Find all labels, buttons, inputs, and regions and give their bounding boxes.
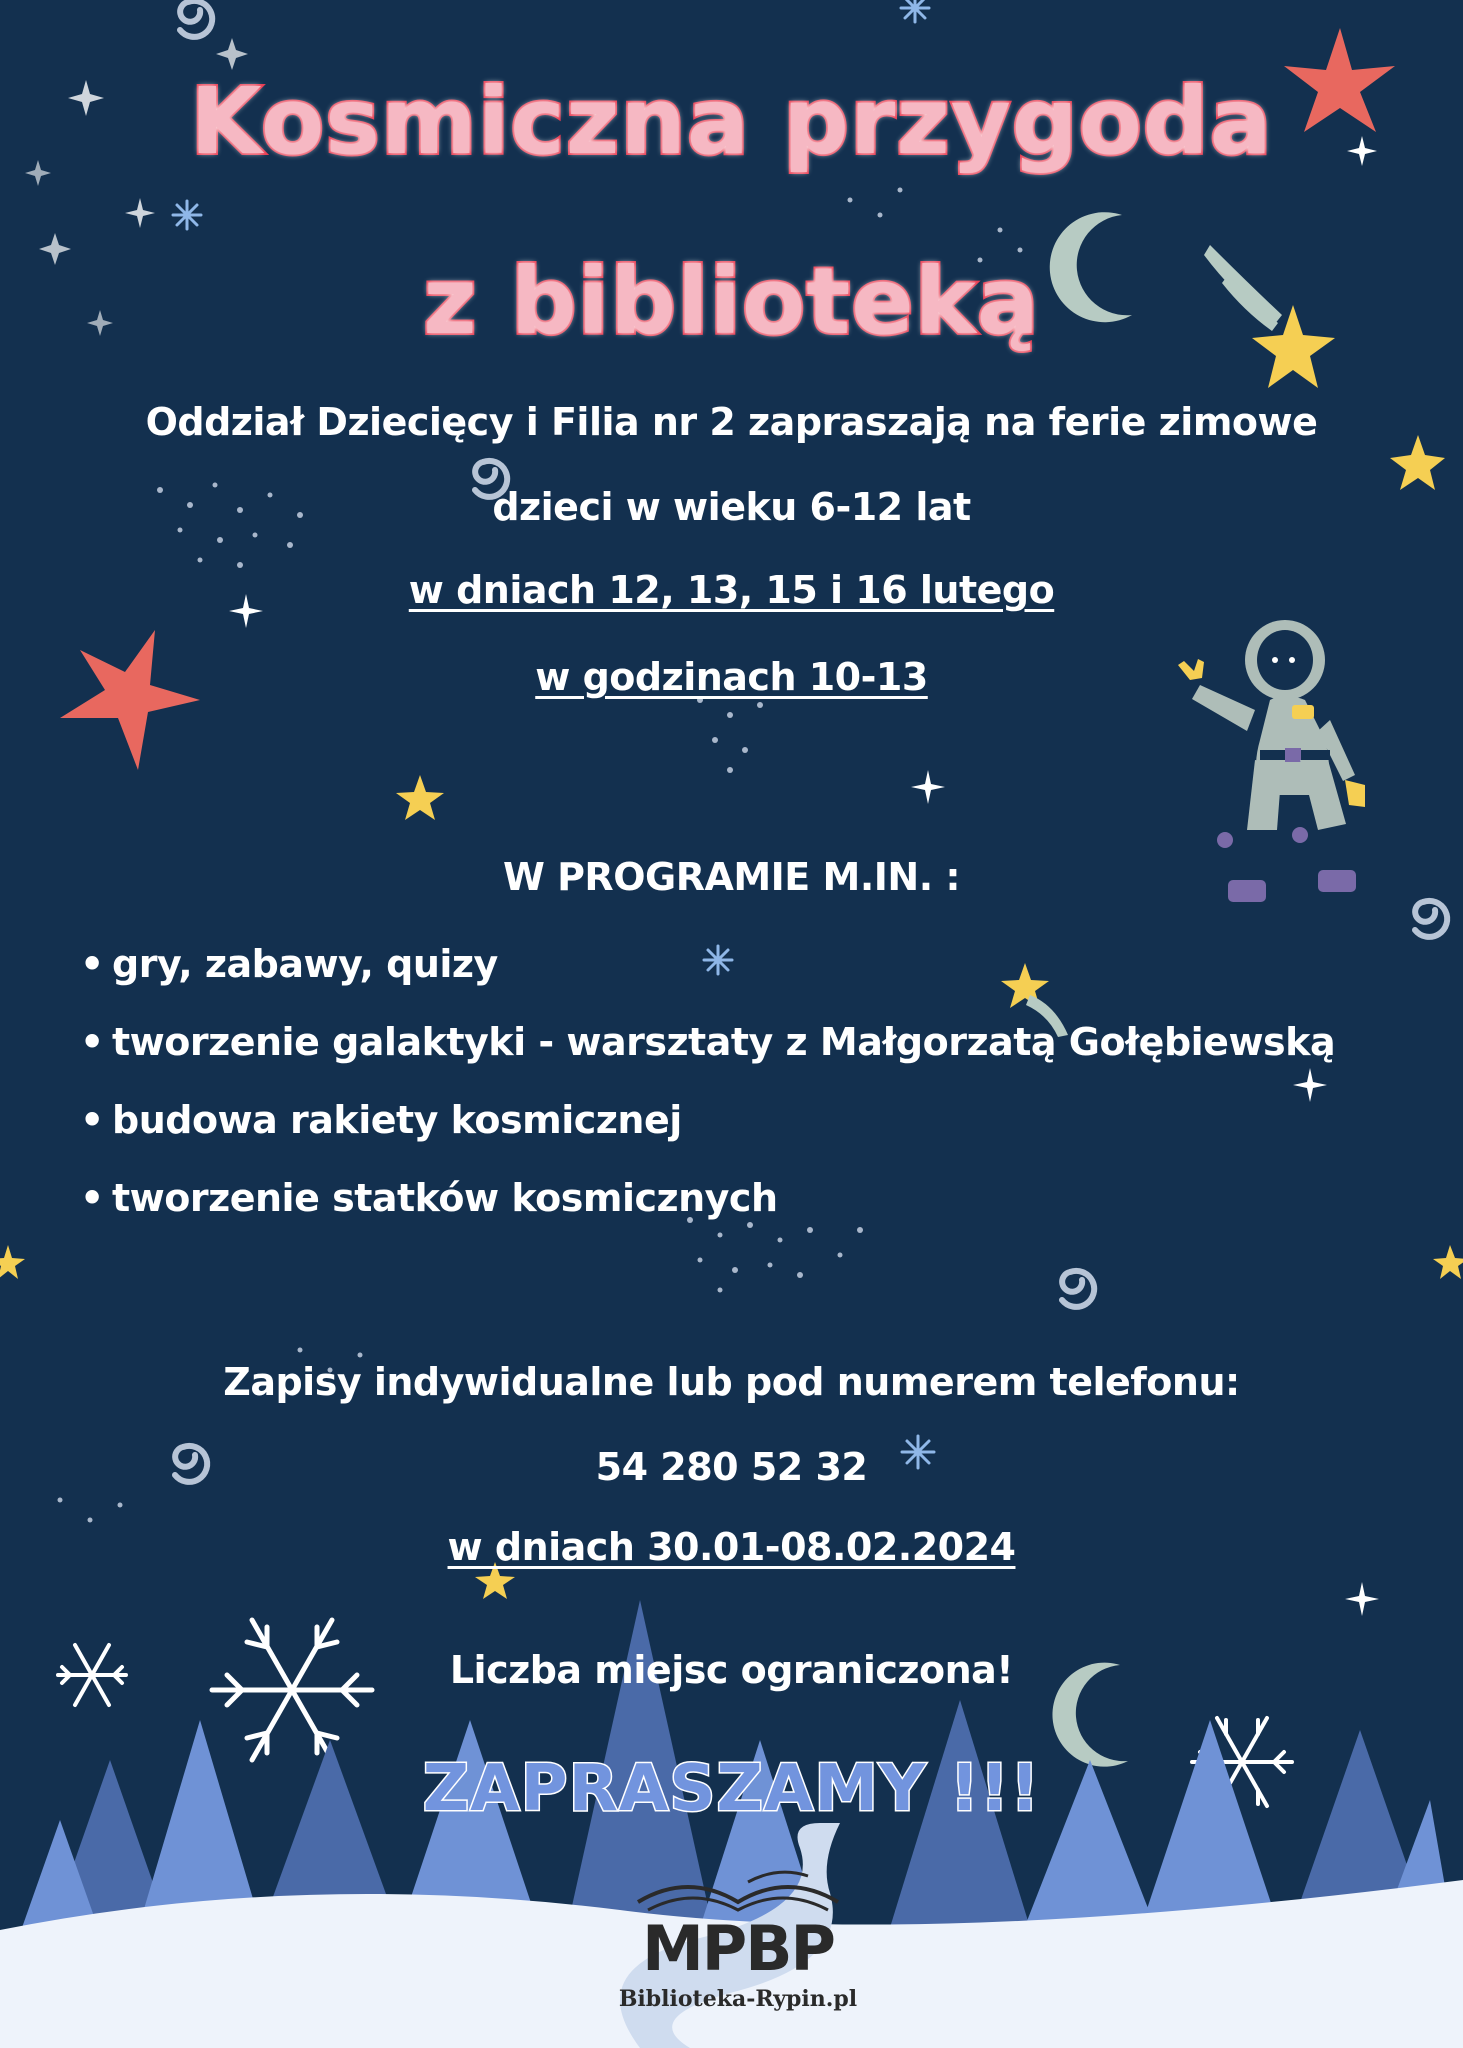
logo-wordmark: MPBP	[642, 1912, 834, 1985]
title-line-1: Kosmiczna przygoda	[190, 68, 1273, 175]
intro-line-2: dzieci w wieku 6-12 lat	[492, 485, 971, 529]
registration-phone: 54 280 52 32	[595, 1445, 868, 1489]
title-line-2: z biblioteką	[423, 248, 1040, 355]
intro-hours-wrapper	[0, 655, 1463, 699]
coral-star-icon	[60, 630, 200, 770]
registration-dates: w dniach 30.01-08.02.2024	[447, 1525, 1016, 1569]
program-item: • tworzenie galaktyki - warsztaty z Małgorzatą Gołębiewską	[80, 1018, 1335, 1096]
seat-limit-note: Liczba miejsc ograniczona!	[449, 1648, 1014, 1692]
program-item: • gry, zabawy, quizy	[80, 940, 1335, 1018]
library-logo	[608, 1862, 868, 2032]
yellow-star-icon	[0, 1245, 25, 1279]
yellow-star-icon	[1433, 1245, 1463, 1279]
registration-dates-wrapper	[0, 1525, 1463, 1569]
program-item: • tworzenie statków kosmicznych	[80, 1174, 1335, 1252]
intro-dates: w dniach 12, 13, 15 i 16 lutego	[408, 568, 1055, 612]
intro-line-1: Oddział Dziecięcy i Filia nr 2 zapraszają na ferie zimowe	[145, 400, 1318, 444]
intro-dates-wrapper	[0, 568, 1463, 612]
intro-hours: w godzinach 10-13	[535, 655, 928, 699]
logo-url: Biblioteka-Rypin.pl	[618, 1986, 858, 2012]
closing-invitation: ZAPRASZAMY !!!	[422, 1752, 1041, 1826]
program-heading: W PROGRAMIE M.IN. :	[502, 855, 961, 899]
registration-line: Zapisy indywidualne lub pod numerem telefonu:	[223, 1360, 1240, 1404]
program-list	[80, 940, 1335, 1252]
spiral-icons	[175, 1, 1447, 1482]
program-item: • budowa rakiety kosmicznej	[80, 1096, 1335, 1174]
yellow-star-icon	[396, 775, 444, 820]
